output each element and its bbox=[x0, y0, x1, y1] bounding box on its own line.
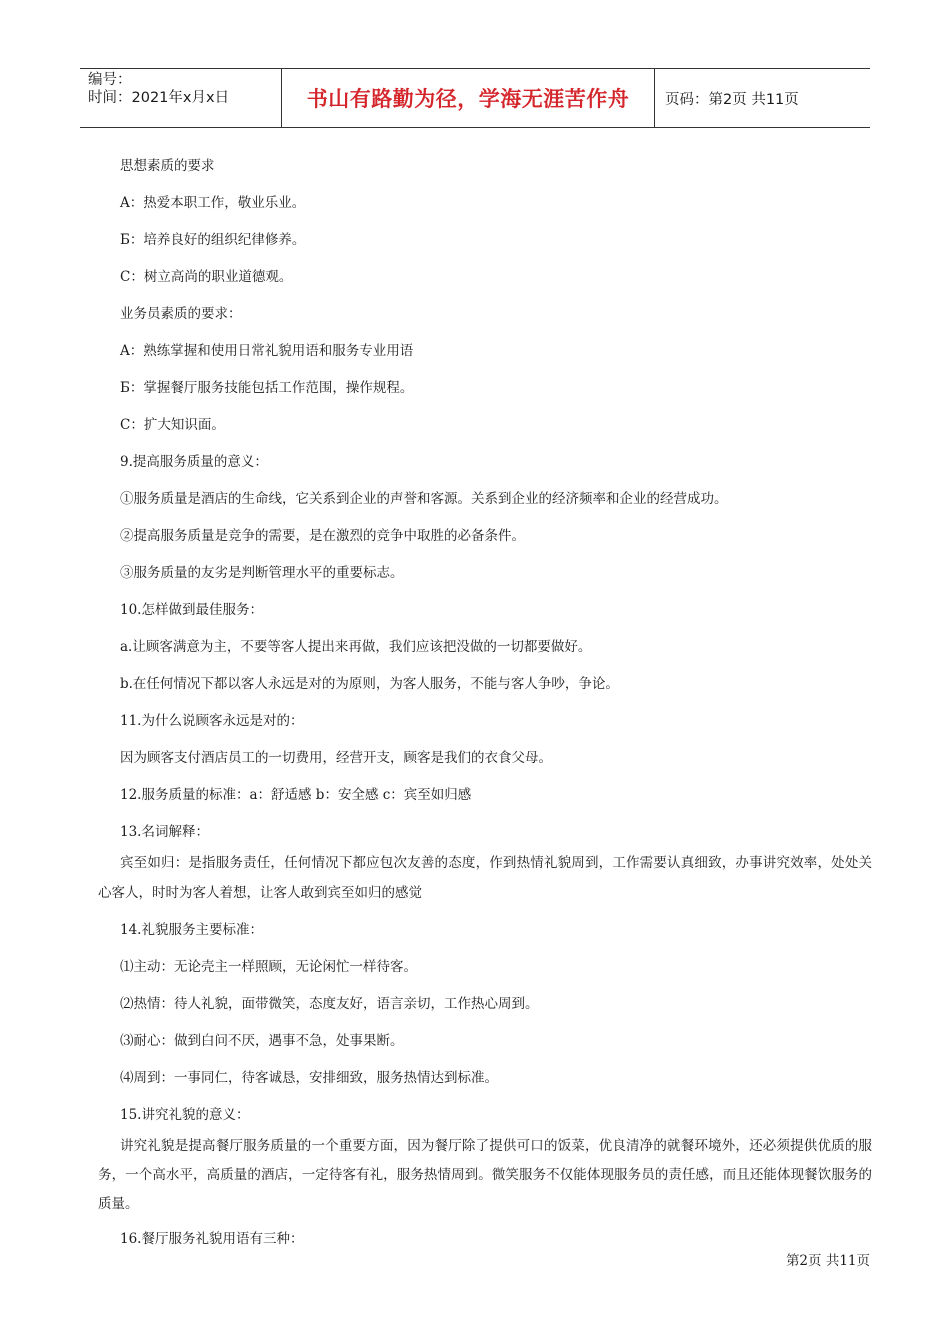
list-item: C：树立高尚的职业道德观。 bbox=[120, 269, 293, 285]
section-heading: 12.服务质量的标准：a：舒适感 b：安全感 c：宾至如归感 bbox=[120, 787, 472, 803]
section-heading: 13.名词解释： bbox=[120, 824, 209, 840]
list-item: ⑶耐心：做到白问不厌，遇事不急，处事果断。 bbox=[120, 1033, 404, 1049]
list-item: b.在任何情况下都以客人永远是对的为原则，为客人服务，不能与客人争吵，争论。 bbox=[120, 676, 619, 692]
list-item: ①服务质量是酒店的生命线，它关系到企业的声誉和客源。关系到企业的经济频率和企业的经营成功。 bbox=[120, 491, 728, 507]
header-page-number: 页码：第2页 共11页 bbox=[665, 91, 799, 108]
page-footer: 第2页 共11页 bbox=[785, 1253, 870, 1269]
header-meta bbox=[80, 69, 282, 127]
header-page-cell bbox=[655, 69, 870, 127]
section-heading: 14.礼貌服务主要标准： bbox=[120, 922, 263, 938]
section-heading: 10.怎样做到最佳服务： bbox=[120, 602, 263, 618]
document-date-label: 时间：2021年x月x日 bbox=[88, 90, 230, 106]
section-heading: 15.讲究礼貌的意义： bbox=[120, 1107, 250, 1123]
list-item: ⑴主动：无论壳主一样照顾，无论闲忙一样待客。 bbox=[120, 959, 417, 975]
list-item: C：扩大知识面。 bbox=[120, 417, 225, 433]
section-heading: 思想素质的要求 bbox=[120, 158, 215, 174]
list-item: ③服务质量的友劣是判断管理水平的重要标志。 bbox=[120, 565, 404, 581]
section-heading: 16.餐厅服务礼貌用语有三种： bbox=[120, 1231, 304, 1247]
list-item: ⑵热情：待人礼貌，面带微笑，态度友好，语言亲切，工作热心周到。 bbox=[120, 996, 539, 1012]
list-item: ②提高服务质量是竞争的需要，是在激烈的竞争中取胜的必备条件。 bbox=[120, 528, 525, 544]
header-motto: 书山有路勤为径，学海无涯苦作舟 bbox=[306, 87, 630, 111]
paragraph: 宾至如归：是指服务责任，任何情况下都应包次友善的态度，作到热情礼貌周到，工作需要认真细致，办事讲究效率，处处关心客人，时时为客人着想，让客人敢到宾至如归的感觉 bbox=[98, 855, 872, 901]
section-heading: 9.提高服务质量的意义： bbox=[120, 454, 268, 470]
list-item: a.让顾客满意为主，不要等客人提出来再做，我们应该把没做的一切都要做好。 bbox=[120, 639, 592, 655]
page-header bbox=[80, 68, 870, 128]
list-item: Б：掌握餐厅服务技能包括工作范围，操作规程。 bbox=[120, 380, 414, 396]
paragraph: 因为顾客支付酒店员工的一切费用，经营开支，顾客是我们的衣食父母。 bbox=[120, 750, 552, 766]
section-heading: 11.为什么说顾客永远是对的： bbox=[120, 713, 304, 729]
paragraph: 讲究礼貌是提高餐厅服务质量的一个重要方面，因为餐厅除了提供可口的饭菜，优良清净的就餐环境外，还必须提供优质的服务，一个高水平，高质量的酒店，一定待客有礼，服务热情周到。微笑服务不仅能体现服务员的责任感，而且还能体现餐饮服务的质量。 bbox=[98, 1138, 872, 1212]
list-item: ⑷周到：一事同仁，待客诚恳，安排细致，服务热情达到标准。 bbox=[120, 1070, 498, 1086]
list-item: Б：培养良好的组织纪律修养。 bbox=[120, 232, 306, 248]
document-number-label: 编号： bbox=[88, 72, 132, 88]
list-item: A：熟练掌握和使用日常礼貌用语和服务专业用语 bbox=[120, 343, 414, 359]
list-item: A：热爱本职工作，敬业乐业。 bbox=[120, 195, 306, 211]
section-heading: 业务员素质的要求： bbox=[120, 306, 242, 322]
header-motto-cell bbox=[282, 69, 655, 127]
